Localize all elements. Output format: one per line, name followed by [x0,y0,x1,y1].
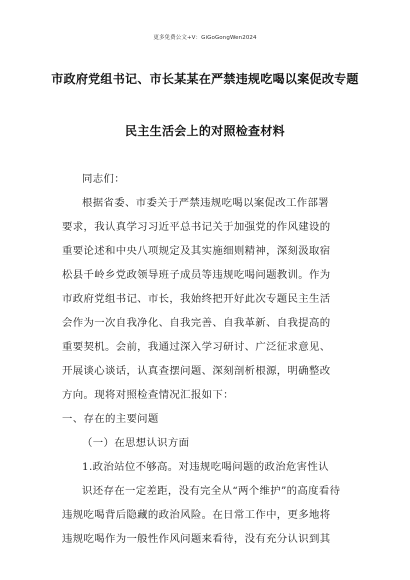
header-note: 更多免费公文+V：GiGoGongWen2024 [153,35,257,41]
body-line: 要求，我认真学习习近平总书记关于加强党的作风建设的 [62,221,331,233]
body-line: 重要论述和中央八项规定及其实施细则精神，深刻汲取宿 [62,245,331,257]
body-line: 违规吃喝背后隐藏的政治风险。在日常工作中，更多地将 [62,509,331,521]
subsection-heading: 1.政治站位不够高。对违规吃喝问题的政治危害性认 [82,461,329,473]
salutation: 同志们： [82,173,125,185]
body-line: 违规吃喝作为一般性作风问题来看待，没有充分认识到其 [62,533,331,545]
body-line: 重要契机。会前，我通过深入学习研讨、广泛征求意见、 [62,341,331,353]
body-line: 会作为一次自我净化、自我完善、自我革新、自我提高的 [62,317,331,329]
section-heading: （一）在思想认识方面 [82,437,190,449]
document-title-line-1: 市政府党组书记、市长某某在严禁违规吃喝以案促改专题 [51,72,359,86]
body-line: 一、存在的主要问题 [62,413,159,425]
body-line: 根据省委、市委关于严禁违规吃喝以案促改工作部署 [82,197,330,209]
document-title-line-2: 民主生活会上的对照检查材料 [125,124,285,138]
body-line: 松县千岭乡党政领导班子成员等违规吃喝问题教训。作为 [62,269,331,281]
body-line: 市政府党组书记、市长，我始终把开好此次专题民主生活 [62,293,331,305]
body-line: 方向。现将对照检查情况汇报如下： [62,389,234,401]
body-line: 开展谈心谈话，认真查摆问题、深刻剖析根源，明确整改 [62,365,331,377]
body-line: 识还存在一定差距，没有完全从“两个维护”的高度看待 [82,485,341,497]
